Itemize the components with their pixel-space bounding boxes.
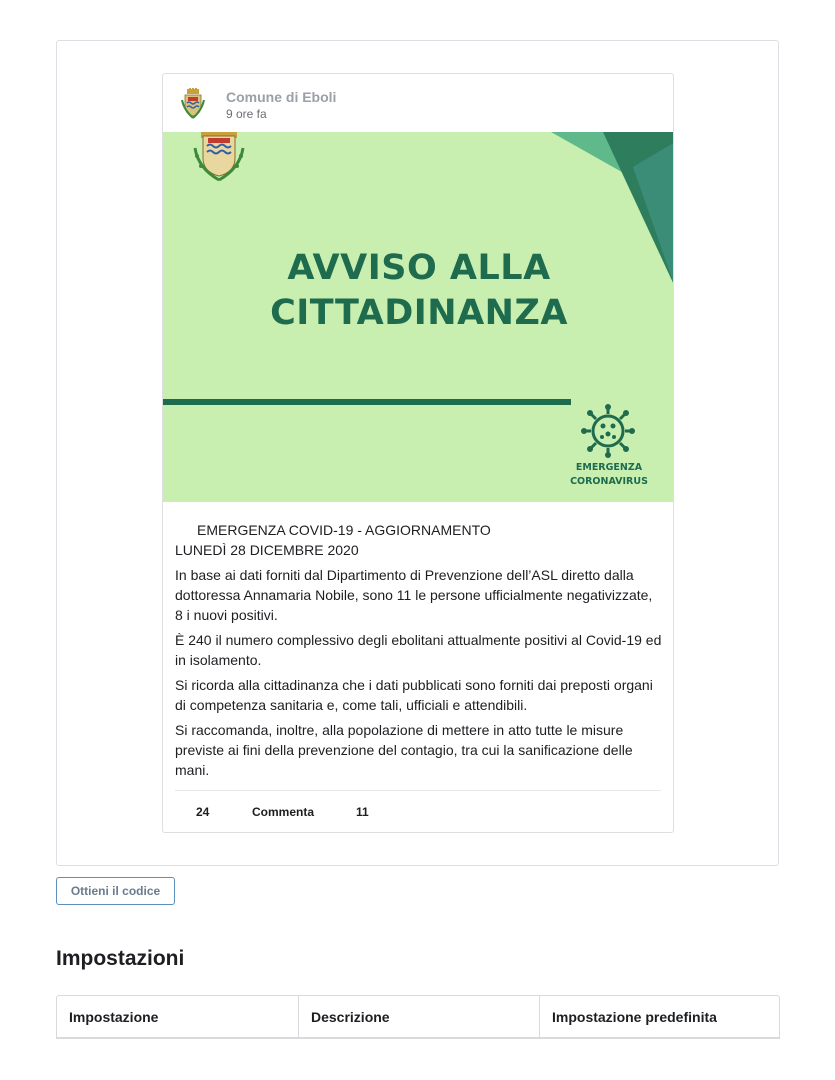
settings-title: Impostazioni	[56, 947, 185, 970]
page-logo-icon[interactable]	[180, 88, 206, 120]
post-paragraph: Si raccomanda, inoltre, alla popolazione di mettere in atto tutte le misure previste ai fini della prevenzione del contagio, tra cui la sanificazione delle mani.	[175, 722, 633, 778]
post-date-heading: LUNEDÌ 28 DICEMBRE 2020	[175, 542, 359, 558]
emergency-badge-line1: EMERGENZA	[575, 462, 643, 473]
post-heading: EMERGENZA COVID-19 - AGGIORNAMENTO	[197, 522, 491, 538]
post-paragraph: Si ricorda alla cittadinanza che i dati pubblicati sono forniti dai preposti organi di competenza sanitaria e, come tali, ufficiali e attendibili.	[175, 677, 653, 713]
banner-rule	[163, 399, 571, 405]
post-header	[163, 74, 673, 132]
emergency-badge-line2: CORONAVIRUS	[570, 476, 648, 487]
coronavirus-icon	[581, 404, 635, 458]
crest-icon	[187, 132, 251, 184]
column-header-description: Descrizione	[298, 996, 539, 1038]
post-divider	[175, 790, 661, 791]
settings-table	[56, 995, 780, 1039]
like-count[interactable]: 24	[196, 805, 210, 819]
emergency-badge	[559, 461, 659, 489]
column-header-default: Impostazione predefinita	[539, 996, 779, 1038]
comment-button[interactable]: Commenta	[252, 805, 315, 819]
page-name[interactable]: Comune di Eboli	[226, 89, 337, 105]
banner-title	[163, 246, 674, 336]
share-count[interactable]: 11	[356, 805, 369, 819]
banner-title-line1: AVVISO ALLA	[287, 248, 551, 288]
banner-title-line2: CITTADINANZA	[270, 293, 568, 333]
post-message	[175, 520, 663, 785]
post-timestamp[interactable]: 9 ore fa	[226, 107, 267, 121]
post-paragraph: In base ai dati forniti dal Dipartimento di Prevenzione dell’ASL diretto dalla dottoressa Annamaria Nobile, sono 11 le persone ufficialmente negativizzate, 8 i nuovi positivi.	[175, 567, 653, 623]
post-actions	[163, 802, 674, 824]
facebook-post	[162, 73, 674, 833]
column-header-setting: Impostazione	[69, 1009, 159, 1025]
post-image[interactable]	[163, 132, 674, 502]
post-paragraph: È 240 il numero complessivo degli ebolitani attualmente positivi al Covid-19 ed in isolamento.	[175, 632, 662, 668]
get-code-button[interactable]: Ottieni il codice	[56, 877, 175, 905]
